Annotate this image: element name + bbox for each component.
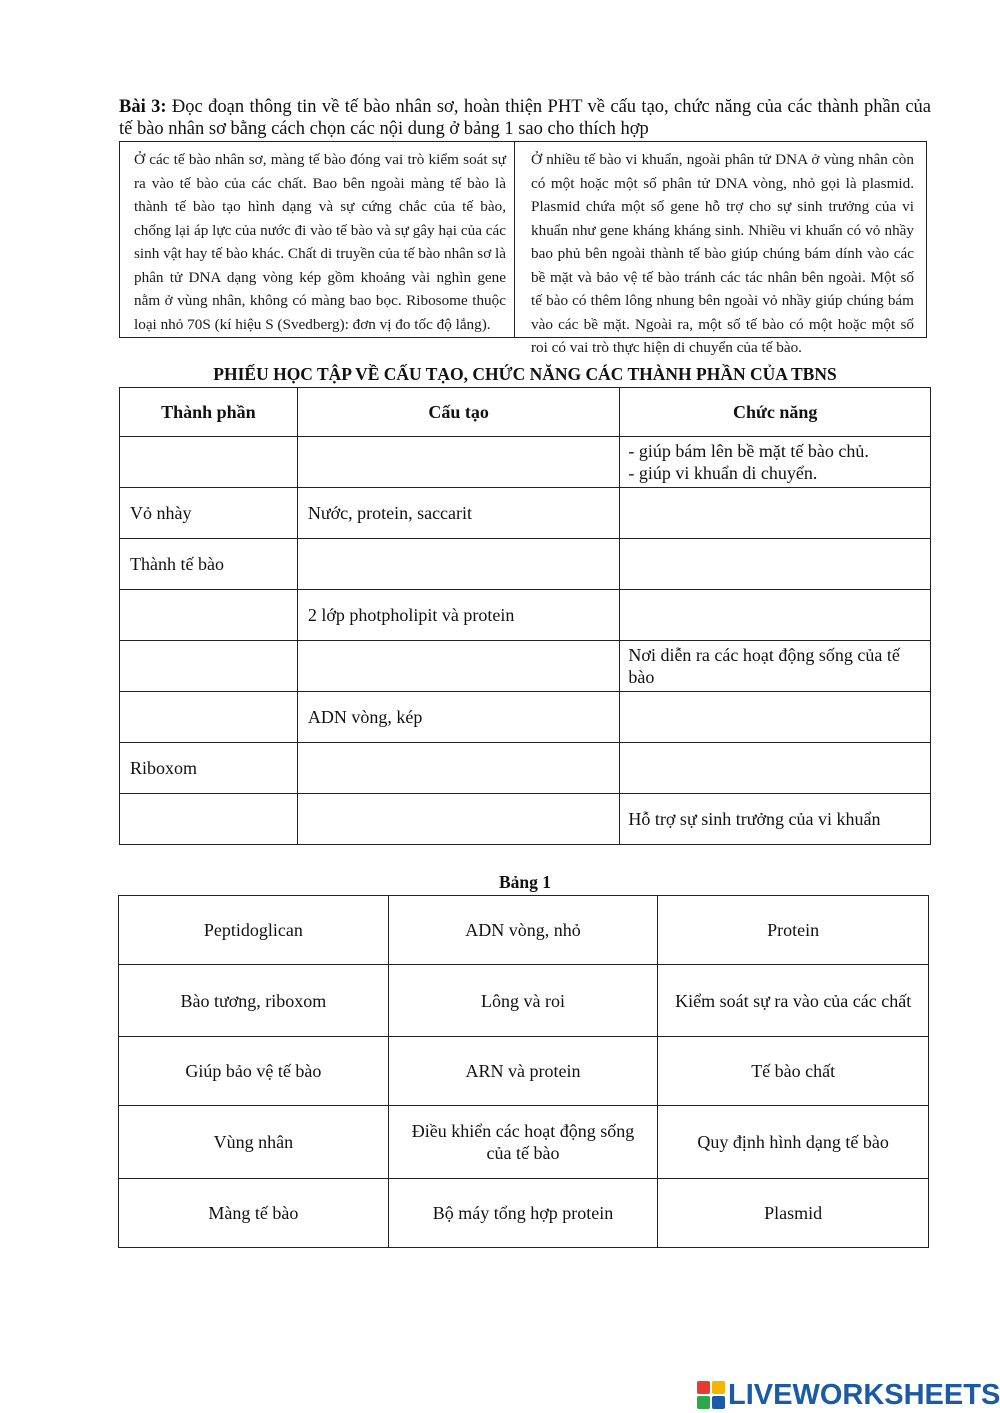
option-item[interactable]: Lông và roi — [388, 965, 658, 1037]
worksheet-row — [120, 539, 931, 590]
table1-title: Bảng 1 — [498, 872, 552, 892]
cell-function: - giúp bám lên bề mặt tế bào chủ. - giúp vi khuẩn di chuyển. — [620, 437, 931, 488]
logo-wordmark: LIVEWORKSHEETS — [728, 1378, 1000, 1411]
option-item[interactable]: Tế bào chất — [658, 1037, 929, 1106]
option-item[interactable]: Peptidoglican — [119, 896, 389, 965]
option-item[interactable]: Kiểm soát sự ra vào của các chất — [658, 965, 929, 1037]
option-item[interactable]: Màng tế bào — [119, 1179, 389, 1248]
reading-passage — [119, 141, 927, 356]
cell-function[interactable] — [620, 692, 931, 743]
worksheet-header-row — [120, 388, 931, 437]
cell-function[interactable] — [620, 539, 931, 590]
header-function: Chức năng — [620, 388, 931, 437]
cell-structure: ADN vòng, kép — [297, 692, 620, 743]
options-row — [119, 896, 929, 965]
option-item[interactable]: Quy định hình dạng tế bào — [658, 1106, 929, 1179]
cell-component[interactable] — [120, 692, 298, 743]
cell-structure[interactable] — [297, 641, 620, 692]
option-item[interactable]: ADN vòng, nhỏ — [388, 896, 658, 965]
cell-component: Vỏ nhày — [120, 488, 298, 539]
logo-square — [712, 1381, 725, 1394]
cell-structure: Nước, protein, saccarit — [297, 488, 620, 539]
worksheet-row — [120, 641, 931, 692]
cell-component[interactable] — [120, 590, 298, 641]
cell-structure[interactable] — [297, 437, 620, 488]
logo-square — [697, 1381, 710, 1394]
option-item[interactable]: Vùng nhân — [119, 1106, 389, 1179]
options-row — [119, 1179, 929, 1248]
cell-structure: 2 lớp photpholipit và protein — [297, 590, 620, 641]
worksheet-row — [120, 590, 931, 641]
cell-function[interactable] — [620, 743, 931, 794]
option-item[interactable]: Giúp bảo vệ tế bào — [119, 1037, 389, 1106]
header-component: Thành phần — [120, 388, 298, 437]
cell-structure[interactable] — [297, 794, 620, 845]
cell-component[interactable] — [120, 641, 298, 692]
cell-component[interactable] — [120, 794, 298, 845]
cell-function[interactable] — [620, 488, 931, 539]
worksheet-row — [120, 437, 931, 488]
worksheet-row — [120, 743, 931, 794]
cell-component: Thành tế bào — [120, 539, 298, 590]
passage-left: Ở các tế bào nhân sơ, màng tế bào đóng vai trò kiểm soát sự ra vào tế bào của các chất. Bao bên ngoài màng tế bào là thành tế bào tạo hình dạng và sự cứng chắc của tế bào, chống lại áp lực của nước đi vào tế bào và sự gây hại của các sinh vật hay tế bào khác. Chất di truyền của tế bào nhân sơ là phân tử DNA dạng vòng kép gồm khoảng vài nghìn gene nằm ở vùng nhân, không có màng bao bọc. Ribosome thuộc loại nhỏ 70S (kí hiệu S (Svedberg): đơn vị đo tốc độ lắng). — [120, 142, 515, 337]
option-item[interactable]: ARN và protein — [388, 1037, 658, 1106]
cell-function[interactable] — [620, 590, 931, 641]
cell-function: Hỗ trợ sự sinh trưởng của vi khuẩn — [620, 794, 931, 845]
liveworksheets-logo[interactable] — [697, 1378, 1000, 1412]
exercise-label: Bài 3: — [119, 97, 167, 117]
options-table — [118, 895, 929, 1248]
worksheet-row — [120, 488, 931, 539]
worksheet-table — [119, 387, 931, 845]
logo-mark-icon — [697, 1381, 725, 1409]
option-item[interactable]: Plasmid — [658, 1179, 929, 1248]
option-item[interactable]: Bộ máy tổng hợp protein — [388, 1179, 658, 1248]
cell-structure[interactable] — [297, 743, 620, 794]
header-structure: Cấu tạo — [297, 388, 620, 437]
option-item[interactable]: Protein — [658, 896, 929, 965]
cell-component: Riboxom — [120, 743, 298, 794]
option-item[interactable]: Điều khiển các hoạt động sống của tế bào — [388, 1106, 658, 1179]
cell-function: Nơi diễn ra các hoạt động sống của tế bào — [620, 641, 931, 692]
passage-right: Ở nhiều tế bào vi khuẩn, ngoài phân tử DNA ở vùng nhân còn có một hoặc một số phân tử DNA vòng, nhỏ gọi là plasmid. Plasmid chứa một số gene hỗ trợ cho sự sinh trưởng của vi khuẩn như gene kháng kháng sinh. Nhiều vi khuẩn có vỏ nhầy bao phủ bên ngoài thành tế bào giúp chúng bám dính vào các bề mặt và bảo vệ tế bào tránh các tác nhân bên ngoài. Một số tế bào có thêm lông nhung bên ngoài vỏ nhầy giúp chúng bám vào các bề mặt. Ngoài ra, một số tế bào có một hoặc một số roi có vai trò thực hiện di chuyển của tế bào. — [531, 151, 914, 356]
option-item[interactable]: Bào tương, riboxom — [119, 965, 389, 1037]
worksheet-row — [120, 794, 931, 845]
logo-square — [712, 1396, 725, 1409]
exercise-instruction — [119, 96, 931, 140]
worksheet-row — [120, 692, 931, 743]
cell-component[interactable] — [120, 437, 298, 488]
cell-structure[interactable] — [297, 539, 620, 590]
logo-square — [697, 1396, 710, 1409]
options-row — [119, 965, 929, 1037]
options-row — [119, 1037, 929, 1106]
worksheet-title: PHIẾU HỌC TẬP VỀ CẤU TẠO, CHỨC NĂNG CÁC THÀNH PHẦN CỦA TBNS — [213, 364, 837, 384]
options-row — [119, 1106, 929, 1179]
exercise-text: Đọc đoạn thông tin về tế bào nhân sơ, hoàn thiện PHT về cấu tạo, chức năng của các thành phần của tế bào nhân sơ bằng cách chọn các nội dung ở bảng 1 sao cho thích hợp — [119, 97, 931, 139]
